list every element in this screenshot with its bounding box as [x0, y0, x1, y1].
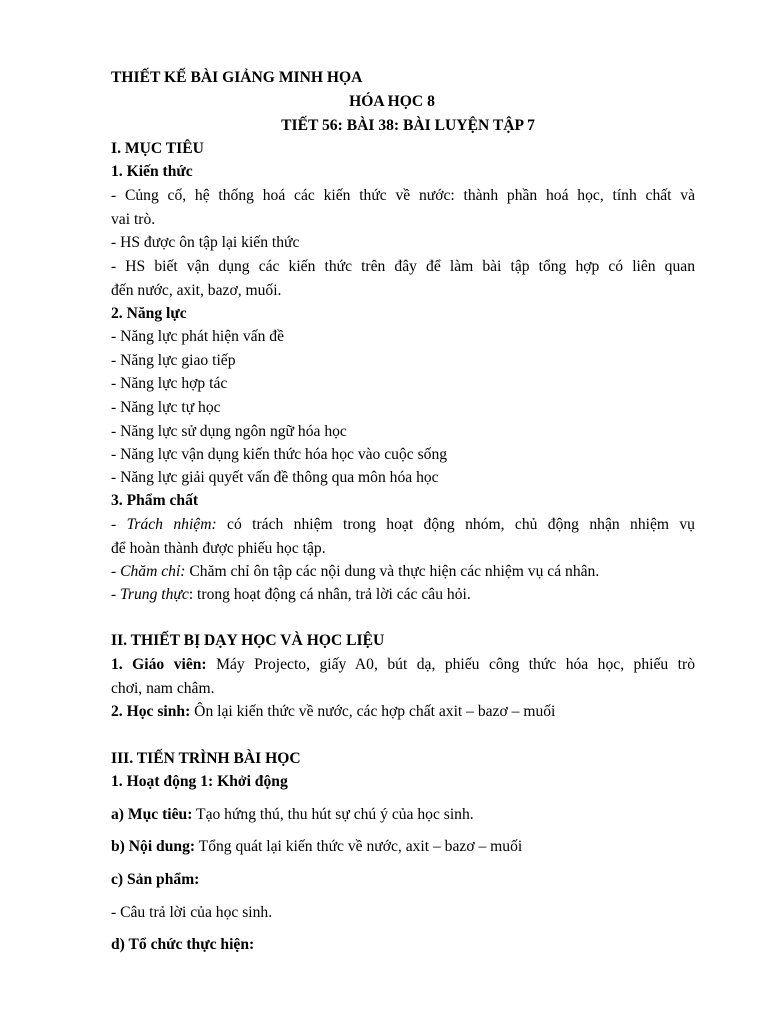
section-heading-3: III. TIẾN TRÌNH BÀI HỌC: [111, 750, 301, 767]
doc-header: THIẾT KẾ BÀI GIẢNG MINH HỌA: [111, 69, 363, 86]
paragraph-line: b) Nội dung: Tổng quát lại kiến thức về nước, axit – bazơ – muối: [111, 838, 523, 855]
paragraph-line: 2. Học sinh: Ôn lại kiến thức về nước, các hợp chất axit – bazơ – muối: [111, 703, 556, 720]
paragraph-line: 1. Giáo viên: Máy Projecto, giấy A0, bút dạ, phiếu công thức hóa học, phiếu trò: [111, 656, 695, 673]
paragraph-line: - Chăm chỉ: Chăm chỉ ôn tập các nội dung và thực hiện các nhiệm vụ cá nhân.: [111, 563, 600, 580]
subsection-pham-chat: 3. Phẩm chất: [111, 492, 199, 509]
doc-subject: HÓA HỌC 8: [349, 93, 435, 110]
italic-term: Chăm chỉ:: [120, 563, 186, 580]
paragraph-line: - Câu trả lời của học sinh.: [111, 904, 273, 921]
italic-term: Trách nhiệm:: [126, 516, 217, 533]
paragraph-line: c) Sản phẩm:: [111, 871, 200, 888]
paragraph-line: d) Tổ chức thực hiện:: [111, 936, 255, 953]
activity-heading: 1. Hoạt động 1: Khởi động: [111, 773, 288, 790]
list-item: - Năng lực vận dụng kiến thức hóa học vào cuộc sống: [111, 446, 448, 463]
paragraph-line: - Trách nhiệm: có trách nhiệm trong hoạt động nhóm, chủ động nhận nhiệm vụ: [111, 516, 695, 533]
list-item: - Năng lực tự học: [111, 399, 221, 416]
paragraph-line: - Trung thực: trong hoạt động cá nhân, trả lời các câu hỏi.: [111, 586, 471, 603]
list-item: - Năng lực sử dụng ngôn ngữ hóa học: [111, 423, 347, 440]
list-item: - Năng lực phát hiện vấn đề: [111, 328, 284, 345]
paragraph-line: - HS biết vận dụng các kiến thức trên đây để làm bài tập tổng hợp có liên quan: [111, 258, 695, 275]
italic-term: Trung thực: [120, 586, 189, 603]
paragraph-line: vai trò.: [111, 211, 156, 228]
list-item: - Năng lực giao tiếp: [111, 352, 236, 369]
list-item: - Năng lực hợp tác: [111, 375, 228, 392]
paragraph-line: a) Mục tiêu: Tạo hứng thú, thu hút sự chú ý của học sinh.: [111, 806, 474, 823]
paragraph-line: để hoàn thành được phiếu học tập.: [111, 540, 326, 557]
section-heading-1: I. MỤC TIÊU: [111, 140, 204, 157]
section-heading-2: II. THIẾT BỊ DẠY HỌC VÀ HỌC LIỆU: [111, 632, 385, 649]
paragraph-line: - Củng cố, hệ thống hoá các kiến thức về nước: thành phần hoá học, tính chất và: [111, 187, 695, 204]
subsection-nang-luc: 2. Năng lực: [111, 305, 187, 322]
doc-lesson-title: TIẾT 56: BÀI 38: BÀI LUYỆN TẬP 7: [281, 117, 535, 134]
paragraph-line: - HS được ôn tập lại kiến thức: [111, 234, 300, 251]
subsection-kien-thuc: 1. Kiến thức: [111, 163, 193, 180]
paragraph-line: đến nước, axit, bazơ, muối.: [111, 282, 282, 299]
list-item: - Năng lực giải quyết vấn đề thông qua môn hóa học: [111, 469, 439, 486]
paragraph-line: chơi, nam châm.: [111, 680, 215, 697]
